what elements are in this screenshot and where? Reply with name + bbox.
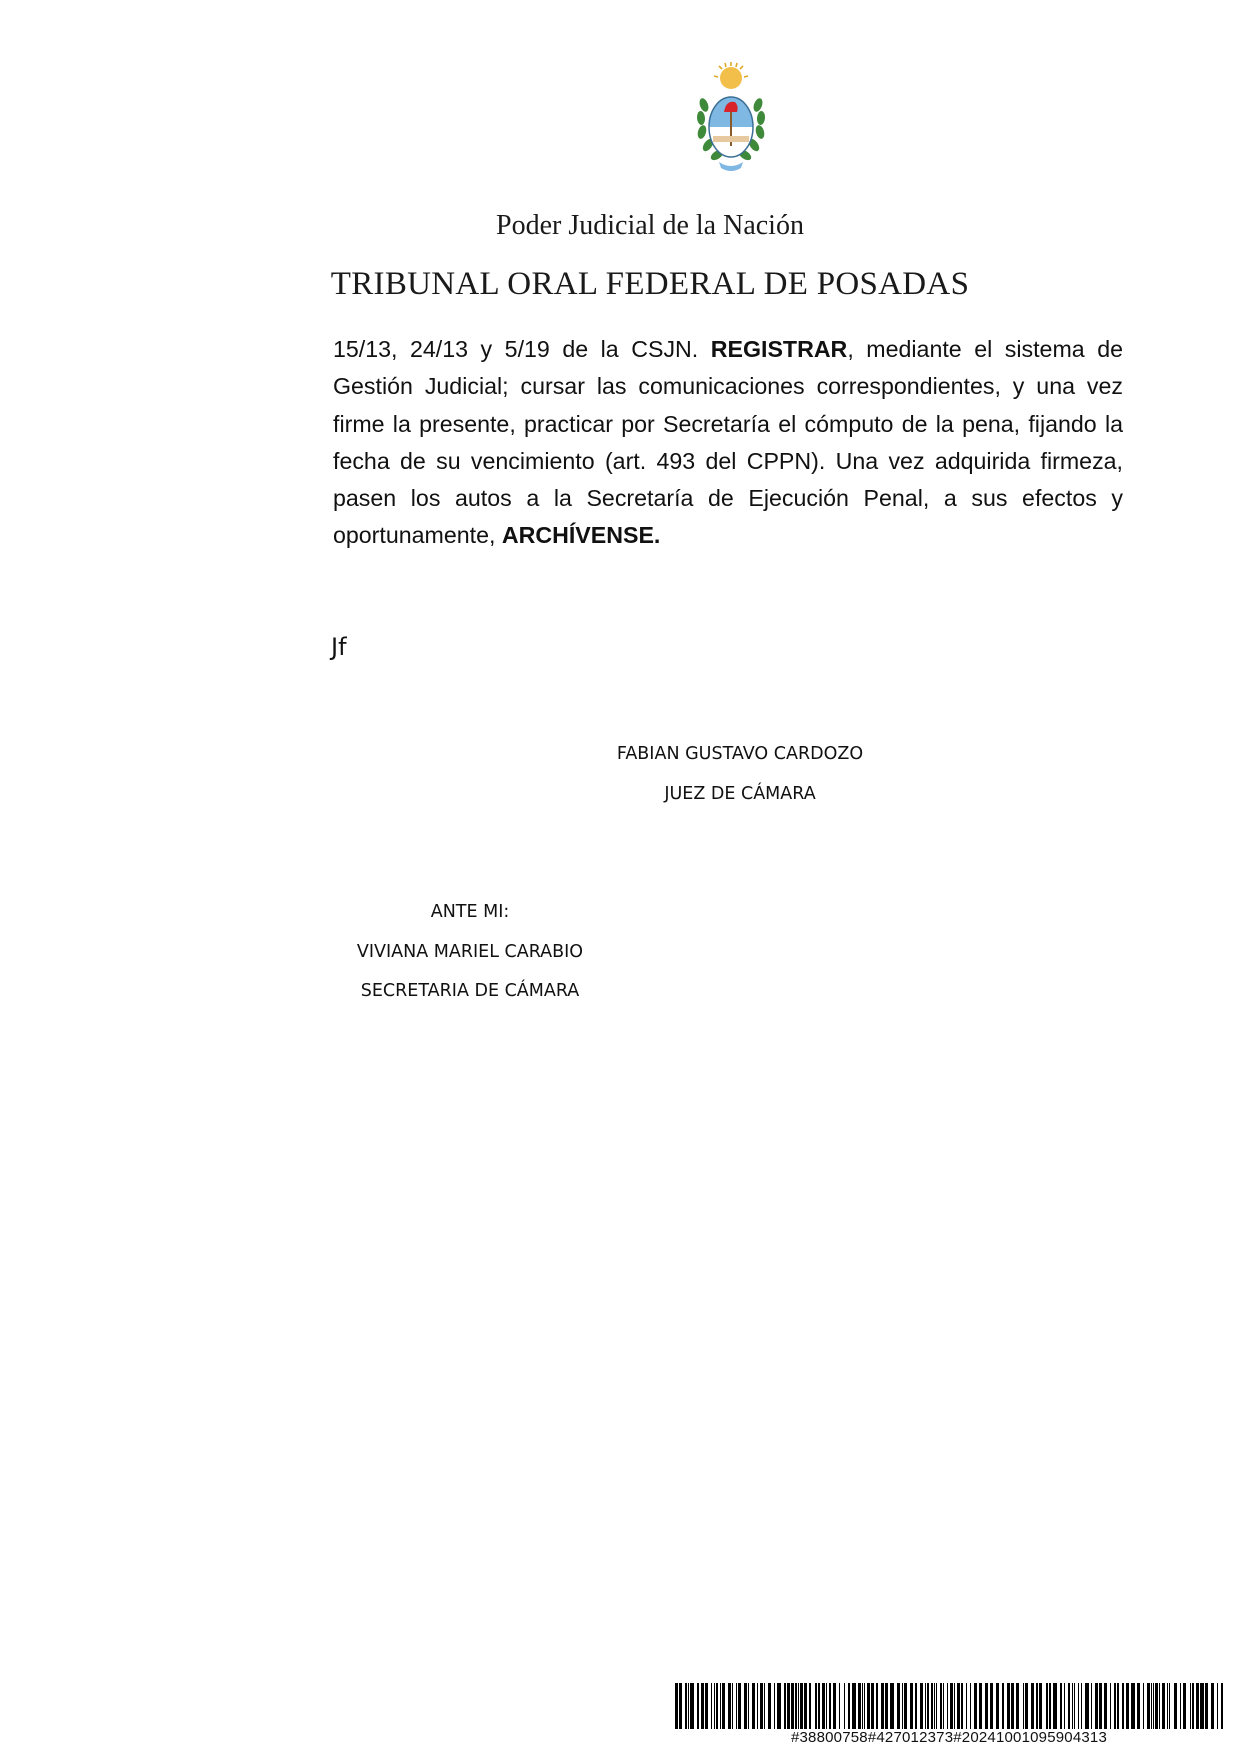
registrar-keyword: REGISTRAR xyxy=(710,336,848,362)
shield-icon xyxy=(701,95,761,159)
barcode-number: #38800758#427012373#20241001095904313 xyxy=(790,1729,1108,1746)
paragraph-text-2: , mediante el sistema de Gestión Judicial; cursar las comunicaciones correspondientes, y una vez firme la presente, practicar por Secretaría el cómputo de la pena, fijando la fecha de su vencimiento (art. 493 del CPPN). Una vez adquirida firmeza, pasen los autos a la Secretaría de Ejecución Penal, a sus efectos y oportunamente, xyxy=(333,336,1123,549)
barcode-icon xyxy=(675,1683,1223,1729)
resolution-paragraph xyxy=(333,331,1123,555)
institution-title: Poder Judicial de la Nación xyxy=(496,210,804,241)
coat-of-arms-icon xyxy=(691,60,771,180)
court-title: TRIBUNAL ORAL FEDERAL DE POSADAS xyxy=(330,266,970,302)
secretary-title: SECRETARIA DE CÁMARA xyxy=(360,981,580,1001)
judge-name: FABIAN GUSTAVO CARDOZO xyxy=(616,744,864,764)
paragraph-text-1: 15/13, 24/13 y 5/19 de la CSJN. xyxy=(333,336,711,362)
sun-icon xyxy=(714,62,748,89)
ante-mi-label: ANTE MI: xyxy=(430,902,510,922)
archivense-keyword: ARCHÍVENSE. xyxy=(501,522,661,549)
secretary-name: VIVIANA MARIEL CARABIO xyxy=(356,942,584,962)
judge-title: JUEZ DE CÁMARA xyxy=(664,784,816,804)
initials: Jf xyxy=(331,633,347,661)
